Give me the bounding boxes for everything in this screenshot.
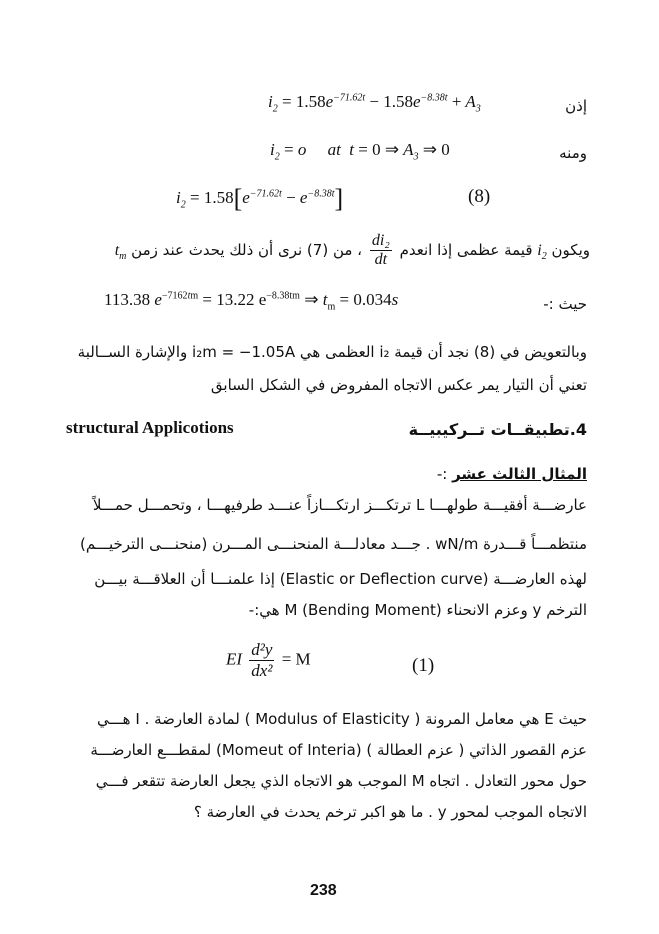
label-where: حيث :- xyxy=(543,295,587,313)
section-title-english: structural Applicotions xyxy=(66,418,234,437)
equation-1: EI $\frac{\text{d²y}}{\text{dx²}}$ = M xyxy=(226,640,311,680)
label-therefore: إذن xyxy=(565,97,587,115)
equation-number-8: (8) xyxy=(468,186,491,207)
paragraph-line-3: لهذه العارضـــة (Elastic or Deflection curve) إذا علمنـــا أن العلاقـــة بيـــن xyxy=(94,570,587,588)
equation-initial-condition: $i_2 = o$ at t = 0 ⇒ $A_3$ ⇒ 0 xyxy=(270,140,450,163)
paragraph-line-1: عارضـــة أفقيـــة طولهـــا L ترتكـــز ارتكـــازاً عنـــد طرفيهـــا ، وتحمـــل حمـــلاً xyxy=(92,496,587,514)
label-hence: ومنه xyxy=(559,144,587,162)
page-number: 238 xyxy=(310,882,337,899)
paragraph-line-4: الترخم y وعزم الانحناء M (Bending Moment) هي:- xyxy=(248,601,587,619)
paragraph-line-7: حول محور التعادل . اتجاه M الموجب هو الاتجاه الذي يجعل العارضة تتقعر فـــي xyxy=(95,772,587,790)
section-title-arabic: 4.تطبيقــات تــركيبيــة xyxy=(408,420,587,439)
text-direction-meaning: تعني أن التيار يمر عكس الاتجاه المفروض في الشكل السابق xyxy=(210,376,587,394)
equation-tm: 113.38 $e^{-7162tm} = 13.22$ $e^{-8.38tm}$ ⇒ $t_m = 0.034s$ xyxy=(104,290,399,313)
paragraph-line-2: منتظمـــاً قـــدرة wN/m . جـــد معادلـــة المنحنـــى المـــرن (منحنـــى الترخيـــم) xyxy=(79,535,587,553)
paragraph-line-6: عزم القصور الذاتي ( عزم العطالة ) (Momeut of Interia) لمقطـــع العارضـــة xyxy=(90,741,587,759)
text-substitution: وبالتعويض في (8) نجد أن قيمة i₂ العظمى هي i₂m = −1.05A والإشارة الســالبة xyxy=(77,343,587,361)
equation-8: $i_2 = 1.58[e^{-71.62t} - e^{-8.38t}]$ xyxy=(176,184,344,213)
equation-i2-general: $i_2 = 1.58e^{-71.62t} - 1.58e^{-8.38t} + A_3$ xyxy=(268,92,481,115)
paragraph-line-5: حيث E هي معامل المرونة ( Modulus of Elasticity ) لمادة العارضة . I هـــي xyxy=(97,710,587,728)
example-heading: المثال الثالث عشر :- xyxy=(436,465,587,483)
equation-number-1: (1) xyxy=(412,655,435,676)
text-maximum-condition: ويكون $i_2$ قيمة عظمى إذا انعدم $\frac{\text{di₂}}{dt}$ ، من (7) نرى أن ذلك يحدث عند زمن $t_m$ xyxy=(114,232,590,268)
paragraph-line-8: الاتجاه الموجب لمحور y . ما هو اكبر ترخم يحدث في العارضة ؟ xyxy=(193,803,587,821)
